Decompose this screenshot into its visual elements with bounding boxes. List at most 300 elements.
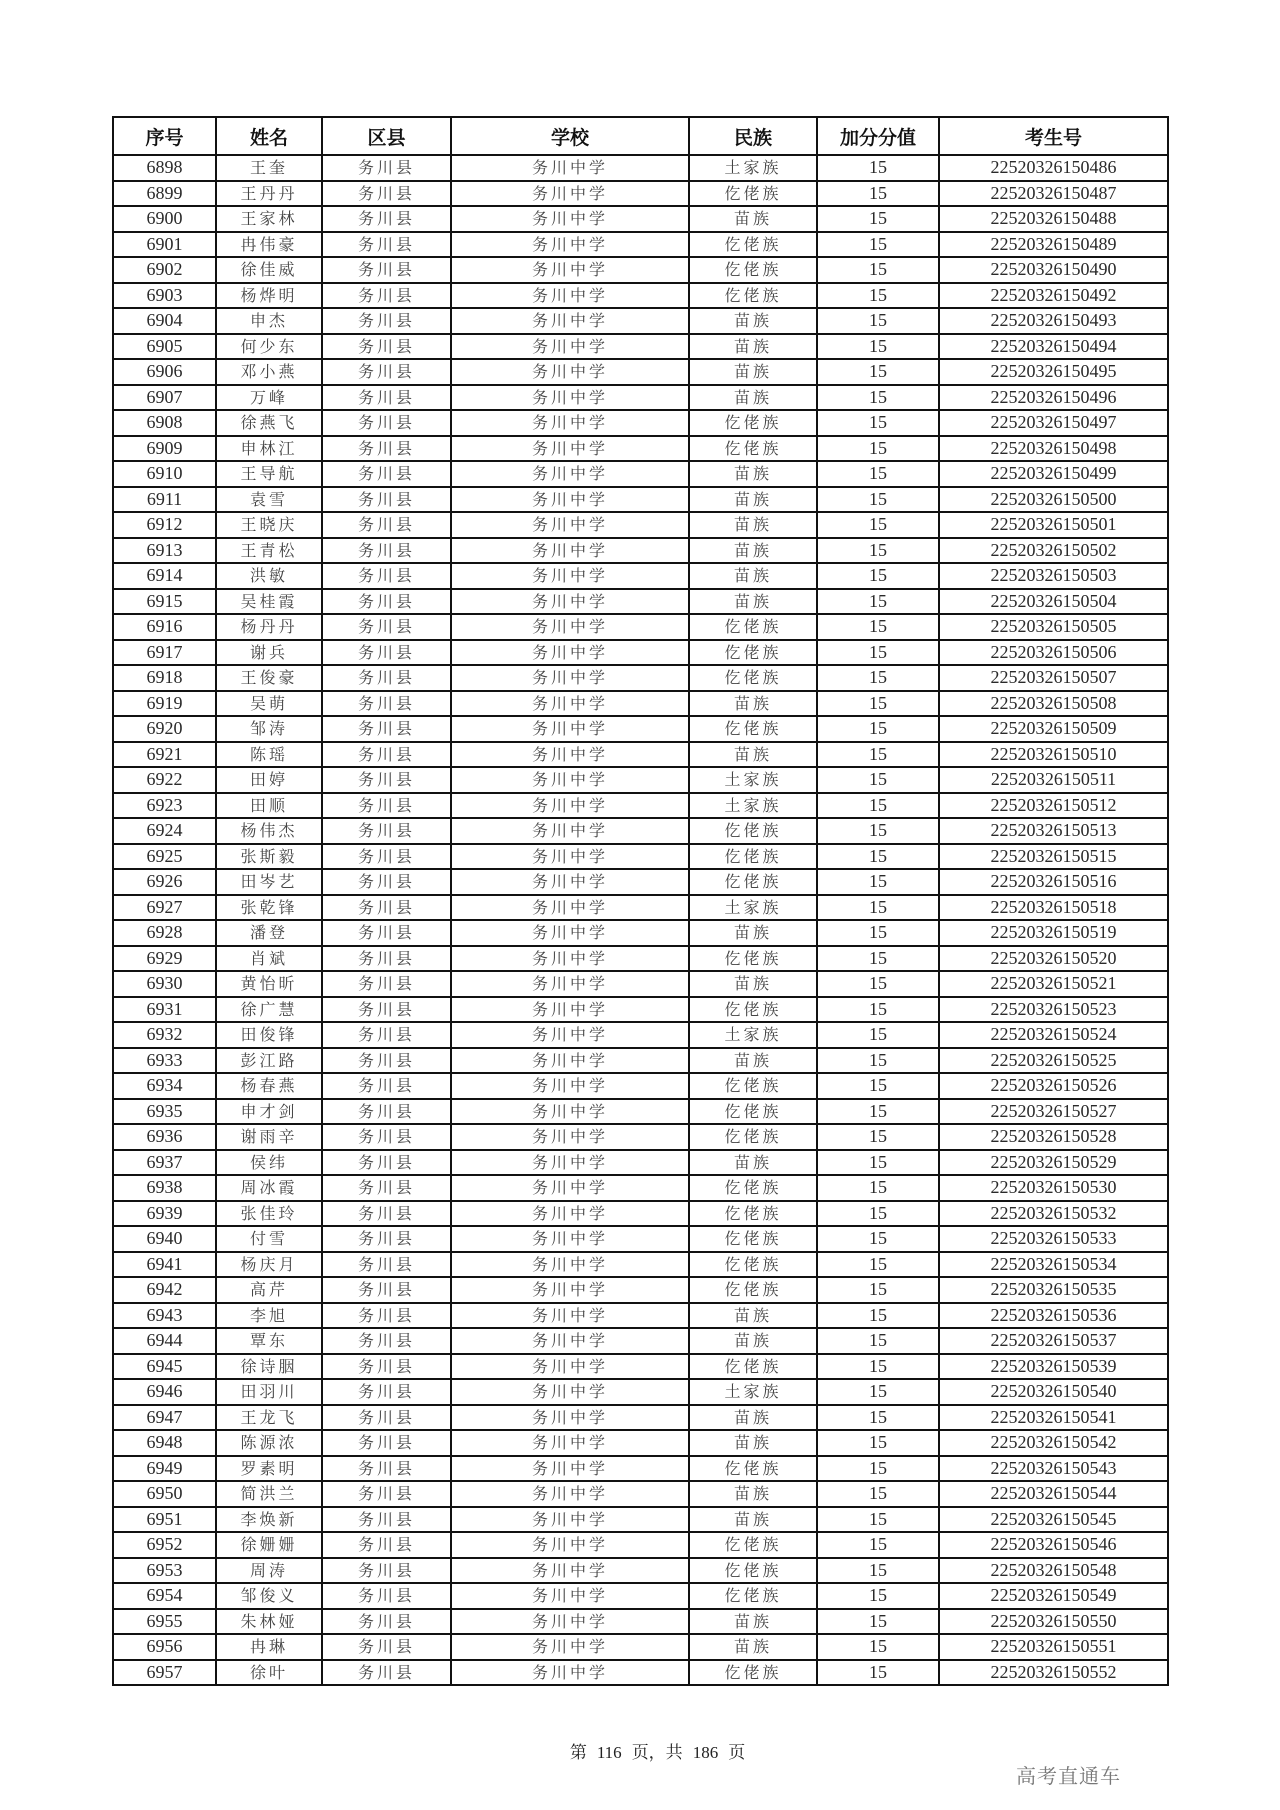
cell-candidate-id: 22520326150511 [939,767,1168,793]
header-county: 区县 [322,117,451,155]
cell-index: 6913 [113,538,216,564]
table-row [113,971,1168,997]
cell-index: 6936 [113,1124,216,1150]
cell-school: 务川中学 [451,895,689,921]
cell-ethnicity: 仡佬族 [689,1532,817,1558]
cell-school: 务川中学 [451,1660,689,1686]
cell-county: 务川县 [322,946,451,972]
cell-ethnicity: 苗族 [689,1048,817,1074]
cell-name: 田俊锋 [216,1022,322,1048]
table-row [113,818,1168,844]
cell-county: 务川县 [322,1022,451,1048]
cell-index: 6955 [113,1609,216,1635]
cell-candidate-id: 22520326150519 [939,920,1168,946]
cell-candidate-id: 22520326150549 [939,1583,1168,1609]
cell-bonus-points: 15 [817,1277,939,1303]
cell-candidate-id: 22520326150550 [939,1609,1168,1635]
cell-candidate-id: 22520326150487 [939,181,1168,207]
cell-county: 务川县 [322,1048,451,1074]
cell-index: 6944 [113,1328,216,1354]
table-row [113,1430,1168,1456]
cell-ethnicity: 仡佬族 [689,1558,817,1584]
cell-bonus-points: 15 [817,665,939,691]
cell-county: 务川县 [322,1405,451,1431]
cell-index: 6948 [113,1430,216,1456]
cell-ethnicity: 仡佬族 [689,257,817,283]
cell-bonus-points: 15 [817,410,939,436]
cell-name: 肖斌 [216,946,322,972]
cell-name: 洪敏 [216,563,322,589]
cell-name: 张斯毅 [216,844,322,870]
cell-index: 6900 [113,206,216,232]
table-row [113,767,1168,793]
cell-name: 侯纬 [216,1150,322,1176]
cell-school: 务川中学 [451,1583,689,1609]
cell-candidate-id: 22520326150506 [939,640,1168,666]
cell-name: 王俊豪 [216,665,322,691]
cell-index: 6901 [113,232,216,258]
cell-bonus-points: 15 [817,1073,939,1099]
cell-ethnicity: 仡佬族 [689,665,817,691]
cell-bonus-points: 15 [817,1634,939,1660]
cell-bonus-points: 15 [817,1609,939,1635]
cell-ethnicity: 仡佬族 [689,716,817,742]
cell-bonus-points: 15 [817,206,939,232]
cell-candidate-id: 22520326150544 [939,1481,1168,1507]
cell-county: 务川县 [322,1481,451,1507]
cell-bonus-points: 15 [817,1124,939,1150]
cell-school: 务川中学 [451,1634,689,1660]
cell-ethnicity: 苗族 [689,334,817,360]
cell-name: 吴桂霞 [216,589,322,615]
cell-name: 冉琳 [216,1634,322,1660]
cell-index: 6938 [113,1175,216,1201]
table-row [113,920,1168,946]
cell-ethnicity: 仡佬族 [689,436,817,462]
cell-ethnicity: 苗族 [689,1405,817,1431]
table-row [113,385,1168,411]
cell-county: 务川县 [322,461,451,487]
cell-school: 务川中学 [451,1099,689,1125]
cell-county: 务川县 [322,614,451,640]
cell-index: 6926 [113,869,216,895]
candidate-table [112,116,1169,1686]
table-row [113,1201,1168,1227]
cell-school: 务川中学 [451,334,689,360]
cell-index: 6919 [113,691,216,717]
cell-index: 6910 [113,461,216,487]
table-row [113,1048,1168,1074]
cell-bonus-points: 15 [817,257,939,283]
cell-county: 务川县 [322,359,451,385]
cell-candidate-id: 22520326150518 [939,895,1168,921]
cell-index: 6940 [113,1226,216,1252]
cell-candidate-id: 22520326150526 [939,1073,1168,1099]
cell-ethnicity: 苗族 [689,206,817,232]
cell-bonus-points: 15 [817,181,939,207]
cell-school: 务川中学 [451,436,689,462]
cell-school: 务川中学 [451,1481,689,1507]
table-row [113,181,1168,207]
cell-index: 6950 [113,1481,216,1507]
cell-bonus-points: 15 [817,308,939,334]
cell-school: 务川中学 [451,869,689,895]
cell-index: 6934 [113,1073,216,1099]
cell-school: 务川中学 [451,1405,689,1431]
cell-candidate-id: 22520326150494 [939,334,1168,360]
cell-school: 务川中学 [451,946,689,972]
cell-ethnicity: 苗族 [689,1481,817,1507]
cell-index: 6953 [113,1558,216,1584]
table-row [113,1583,1168,1609]
table-row [113,1660,1168,1686]
cell-name: 潘登 [216,920,322,946]
cell-bonus-points: 15 [817,1481,939,1507]
cell-county: 务川县 [322,1660,451,1686]
cell-bonus-points: 15 [817,716,939,742]
table-row [113,614,1168,640]
cell-county: 务川县 [322,232,451,258]
table-row [113,844,1168,870]
cell-county: 务川县 [322,716,451,742]
cell-name: 王家林 [216,206,322,232]
cell-name: 杨伟杰 [216,818,322,844]
table-row [113,665,1168,691]
cell-school: 务川中学 [451,1354,689,1380]
cell-name: 王丹丹 [216,181,322,207]
cell-name: 吴萌 [216,691,322,717]
header-ethnicity: 民族 [689,117,817,155]
cell-bonus-points: 15 [817,1226,939,1252]
cell-county: 务川县 [322,869,451,895]
table-row [113,359,1168,385]
cell-ethnicity: 苗族 [689,691,817,717]
cell-index: 6912 [113,512,216,538]
cell-index: 6946 [113,1379,216,1405]
cell-county: 务川县 [322,1532,451,1558]
cell-name: 朱林娅 [216,1609,322,1635]
cell-name: 王青松 [216,538,322,564]
cell-candidate-id: 22520326150533 [939,1226,1168,1252]
cell-index: 6909 [113,436,216,462]
cell-candidate-id: 22520326150513 [939,818,1168,844]
cell-bonus-points: 15 [817,232,939,258]
cell-county: 务川县 [322,334,451,360]
cell-county: 务川县 [322,1073,451,1099]
cell-candidate-id: 22520326150501 [939,512,1168,538]
cell-county: 务川县 [322,895,451,921]
table-row [113,869,1168,895]
cell-index: 6922 [113,767,216,793]
cell-county: 务川县 [322,1379,451,1405]
cell-bonus-points: 15 [817,1583,939,1609]
cell-bonus-points: 15 [817,946,939,972]
cell-name: 邓小燕 [216,359,322,385]
cell-candidate-id: 22520326150527 [939,1099,1168,1125]
cell-bonus-points: 15 [817,614,939,640]
cell-ethnicity: 土家族 [689,767,817,793]
cell-county: 务川县 [322,767,451,793]
cell-ethnicity: 苗族 [689,1150,817,1176]
cell-index: 6947 [113,1405,216,1431]
cell-ethnicity: 土家族 [689,155,817,181]
cell-school: 务川中学 [451,257,689,283]
cell-ethnicity: 苗族 [689,538,817,564]
cell-county: 务川县 [322,1277,451,1303]
cell-ethnicity: 仡佬族 [689,1124,817,1150]
table-row [113,1277,1168,1303]
table-body [113,155,1168,1685]
cell-ethnicity: 仡佬族 [689,997,817,1023]
cell-name: 杨丹丹 [216,614,322,640]
cell-index: 6923 [113,793,216,819]
header-index: 序号 [113,117,216,155]
cell-county: 务川县 [322,793,451,819]
cell-school: 务川中学 [451,359,689,385]
cell-candidate-id: 22520326150545 [939,1507,1168,1533]
cell-county: 务川县 [322,1099,451,1125]
table-row [113,257,1168,283]
cell-index: 6916 [113,614,216,640]
table-row [113,1175,1168,1201]
header-name: 姓名 [216,117,322,155]
cell-candidate-id: 22520326150540 [939,1379,1168,1405]
table-row [113,1124,1168,1150]
cell-county: 务川县 [322,1609,451,1635]
cell-bonus-points: 15 [817,767,939,793]
cell-bonus-points: 15 [817,589,939,615]
cell-county: 务川县 [322,563,451,589]
cell-school: 务川中学 [451,844,689,870]
table-row [113,1634,1168,1660]
cell-ethnicity: 仡佬族 [689,946,817,972]
cell-name: 邹涛 [216,716,322,742]
cell-school: 务川中学 [451,1124,689,1150]
cell-index: 6951 [113,1507,216,1533]
cell-county: 务川县 [322,1507,451,1533]
cell-candidate-id: 22520326150532 [939,1201,1168,1227]
cell-name: 何少东 [216,334,322,360]
cell-index: 6949 [113,1456,216,1482]
cell-index: 6930 [113,971,216,997]
table-row [113,461,1168,487]
cell-school: 务川中学 [451,818,689,844]
cell-index: 6924 [113,818,216,844]
cell-school: 务川中学 [451,512,689,538]
table-row [113,563,1168,589]
cell-name: 杨烨明 [216,283,322,309]
table-row [113,487,1168,513]
cell-school: 务川中学 [451,920,689,946]
cell-ethnicity: 仡佬族 [689,818,817,844]
cell-bonus-points: 15 [817,1354,939,1380]
cell-bonus-points: 15 [817,1150,939,1176]
cell-candidate-id: 22520326150510 [939,742,1168,768]
cell-candidate-id: 22520326150537 [939,1328,1168,1354]
cell-candidate-id: 22520326150542 [939,1430,1168,1456]
cell-name: 田顺 [216,793,322,819]
cell-ethnicity: 土家族 [689,895,817,921]
cell-index: 6957 [113,1660,216,1686]
table-row [113,232,1168,258]
cell-candidate-id: 22520326150496 [939,385,1168,411]
cell-bonus-points: 15 [817,640,939,666]
cell-name: 申杰 [216,308,322,334]
cell-index: 6905 [113,334,216,360]
cell-ethnicity: 仡佬族 [689,1073,817,1099]
cell-county: 务川县 [322,538,451,564]
cell-name: 徐姗姗 [216,1532,322,1558]
cell-index: 6898 [113,155,216,181]
cell-name: 黄怡昕 [216,971,322,997]
cell-school: 务川中学 [451,1201,689,1227]
cell-school: 务川中学 [451,1226,689,1252]
cell-ethnicity: 苗族 [689,1609,817,1635]
cell-name: 李旭 [216,1303,322,1329]
cell-candidate-id: 22520326150528 [939,1124,1168,1150]
header-school: 学校 [451,117,689,155]
cell-school: 务川中学 [451,1252,689,1278]
cell-name: 陈源浓 [216,1430,322,1456]
table-row [113,1354,1168,1380]
cell-candidate-id: 22520326150488 [939,206,1168,232]
cell-bonus-points: 15 [817,1022,939,1048]
cell-school: 务川中学 [451,410,689,436]
cell-school: 务川中学 [451,1328,689,1354]
cell-bonus-points: 15 [817,538,939,564]
cell-school: 务川中学 [451,767,689,793]
cell-bonus-points: 15 [817,563,939,589]
cell-name: 简洪兰 [216,1481,322,1507]
cell-school: 务川中学 [451,563,689,589]
cell-name: 杨春燕 [216,1073,322,1099]
cell-name: 邹俊义 [216,1583,322,1609]
table-row [113,946,1168,972]
cell-ethnicity: 苗族 [689,359,817,385]
cell-index: 6937 [113,1150,216,1176]
cell-index: 6921 [113,742,216,768]
cell-candidate-id: 22520326150505 [939,614,1168,640]
table-row [113,538,1168,564]
table-row [113,716,1168,742]
table-row [113,1456,1168,1482]
table-row [113,1379,1168,1405]
cell-name: 王导航 [216,461,322,487]
cell-name: 王龙飞 [216,1405,322,1431]
table-row [113,1073,1168,1099]
cell-ethnicity: 仡佬族 [689,1456,817,1482]
cell-name: 谢雨辛 [216,1124,322,1150]
cell-ethnicity: 苗族 [689,971,817,997]
header-bonus-points: 加分分值 [817,117,939,155]
cell-county: 务川县 [322,818,451,844]
cell-ethnicity: 苗族 [689,461,817,487]
table-row [113,155,1168,181]
cell-ethnicity: 仡佬族 [689,1226,817,1252]
cell-name: 彭江路 [216,1048,322,1074]
cell-name: 徐叶 [216,1660,322,1686]
cell-ethnicity: 苗族 [689,308,817,334]
cell-county: 务川县 [322,1634,451,1660]
cell-county: 务川县 [322,1201,451,1227]
cell-school: 务川中学 [451,283,689,309]
cell-name: 付雪 [216,1226,322,1252]
table-row [113,436,1168,462]
cell-index: 6925 [113,844,216,870]
table-row [113,997,1168,1023]
cell-school: 务川中学 [451,1379,689,1405]
cell-ethnicity: 仡佬族 [689,1354,817,1380]
cell-index: 6903 [113,283,216,309]
cell-candidate-id: 22520326150529 [939,1150,1168,1176]
cell-ethnicity: 仡佬族 [689,1660,817,1686]
table-row [113,410,1168,436]
cell-school: 务川中学 [451,971,689,997]
cell-county: 务川县 [322,512,451,538]
cell-ethnicity: 仡佬族 [689,1175,817,1201]
cell-name: 高芹 [216,1277,322,1303]
cell-bonus-points: 15 [817,1507,939,1533]
cell-school: 务川中学 [451,691,689,717]
cell-name: 袁雪 [216,487,322,513]
cell-candidate-id: 22520326150523 [939,997,1168,1023]
cell-bonus-points: 15 [817,1430,939,1456]
cell-school: 务川中学 [451,1609,689,1635]
cell-bonus-points: 15 [817,1252,939,1278]
cell-county: 务川县 [322,844,451,870]
cell-school: 务川中学 [451,1073,689,1099]
cell-candidate-id: 22520326150498 [939,436,1168,462]
cell-county: 务川县 [322,1303,451,1329]
cell-candidate-id: 22520326150502 [939,538,1168,564]
table-row [113,589,1168,615]
cell-school: 务川中学 [451,640,689,666]
page-suffix: 页 [728,1743,746,1762]
cell-candidate-id: 22520326150546 [939,1532,1168,1558]
cell-bonus-points: 15 [817,1405,939,1431]
cell-bonus-points: 15 [817,1532,939,1558]
cell-county: 务川县 [322,410,451,436]
cell-index: 6933 [113,1048,216,1074]
cell-bonus-points: 15 [817,1048,939,1074]
cell-candidate-id: 22520326150525 [939,1048,1168,1074]
cell-index: 6927 [113,895,216,921]
cell-ethnicity: 仡佬族 [689,410,817,436]
cell-county: 务川县 [322,308,451,334]
cell-county: 务川县 [322,691,451,717]
cell-school: 务川中学 [451,614,689,640]
cell-school: 务川中学 [451,1532,689,1558]
cell-county: 务川县 [322,487,451,513]
cell-name: 王奎 [216,155,322,181]
cell-bonus-points: 15 [817,818,939,844]
cell-ethnicity: 苗族 [689,487,817,513]
cell-county: 务川县 [322,257,451,283]
cell-county: 务川县 [322,1354,451,1380]
cell-ethnicity: 苗族 [689,1430,817,1456]
cell-bonus-points: 15 [817,487,939,513]
cell-county: 务川县 [322,971,451,997]
cell-ethnicity: 土家族 [689,1022,817,1048]
cell-bonus-points: 15 [817,1099,939,1125]
table-row [113,640,1168,666]
cell-index: 6929 [113,946,216,972]
cell-candidate-id: 22520326150521 [939,971,1168,997]
cell-bonus-points: 15 [817,793,939,819]
cell-candidate-id: 22520326150534 [939,1252,1168,1278]
cell-school: 务川中学 [451,1507,689,1533]
cell-candidate-id: 22520326150509 [939,716,1168,742]
